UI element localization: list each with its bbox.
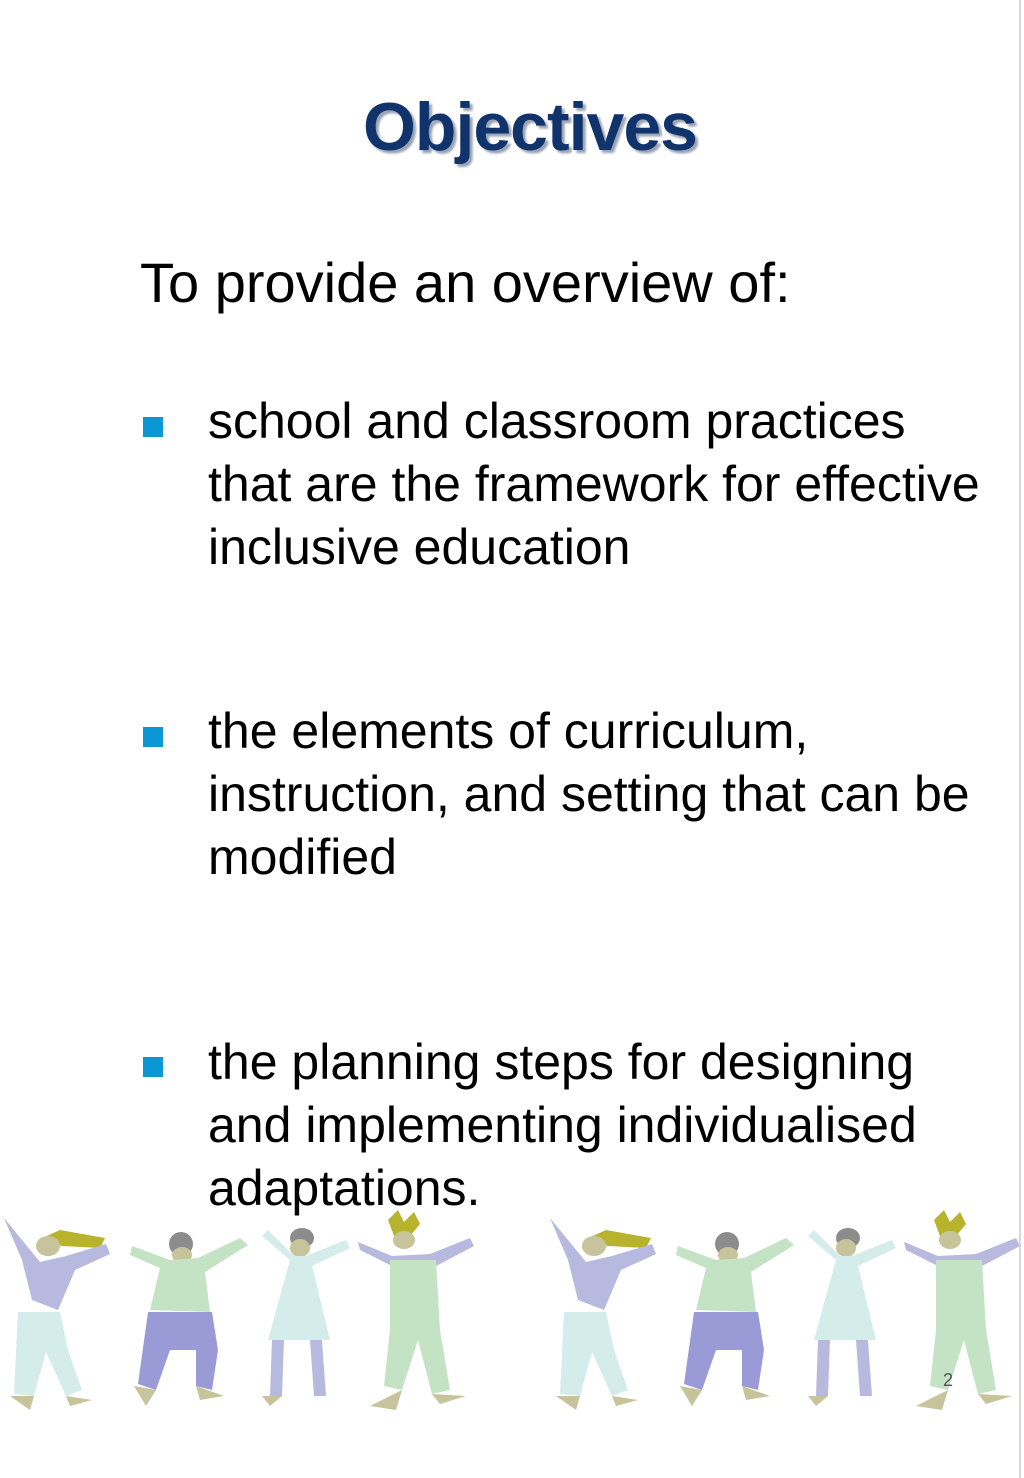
dancing-figures-group [4,1210,474,1410]
bullet-marker-1 [143,417,163,437]
dancing-figure-4 [358,1210,474,1410]
page-number: 2 [943,1370,954,1390]
dancing-figure-3 [262,1228,350,1406]
bullet-text-2: the elements of curriculum, instruction, and setting that can be modified [208,703,970,885]
intro-text: To provide an overview of: [140,251,791,314]
dancing-people-illustration [0,1200,1024,1478]
slide-title: Objectives [363,89,697,165]
bullet-text-3: the planning steps for designing and implementing individualised adaptations. [208,1034,917,1216]
bullet-text-1: school and classroom practices that are the framework for effective inclusive education [208,393,980,575]
bullet-marker-2 [143,727,163,747]
dancing-figure-2 [130,1232,248,1406]
bullet-marker-3 [143,1057,163,1077]
dancing-figure-1 [4,1218,110,1410]
